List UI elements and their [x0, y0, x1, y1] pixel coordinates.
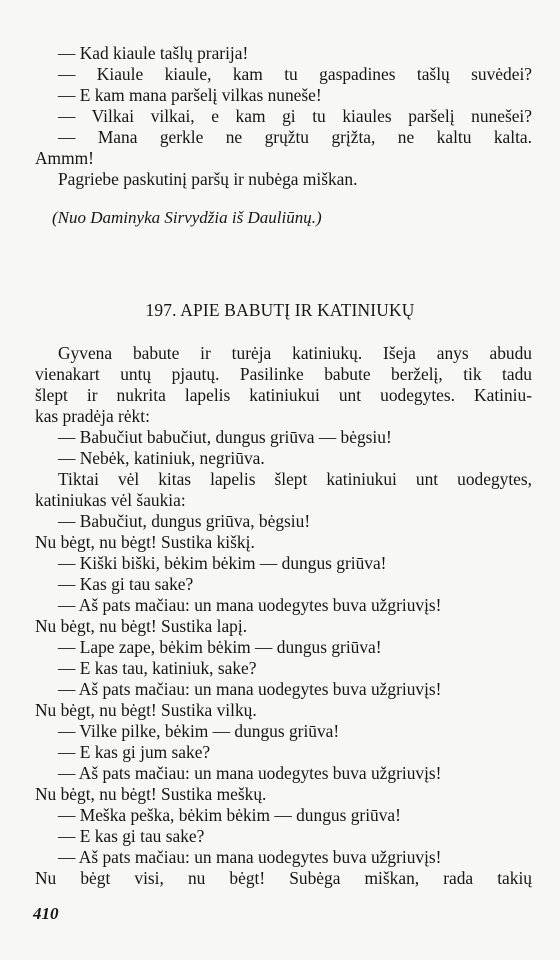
text-line: — E kas tau, katiniuk, sake?: [58, 658, 257, 678]
text-line: — Vilkai vilkai, e kam gi tu kiaules paršelį nunešei?: [58, 106, 532, 126]
text-line: — Meška peška, bėkim bėkim — dungus griūva!: [58, 805, 401, 825]
text-line: šlept ir nukrita lapelis katiniukui unt uodegytes. Katiniu-: [35, 385, 532, 405]
text-line: Tiktai vėl kitas lapelis šlept katiniukui unt uodegytes,: [58, 469, 532, 489]
text-line: — Babučiut, dungus griūva, bėgsiu!: [58, 511, 311, 531]
text-line: — Aš pats mačiau: un mana uodegytes buva užgriuvįs!: [58, 763, 442, 783]
text-line: — Kas gi tau sake?: [58, 574, 194, 594]
text-line: — Kiški biški, bėkim bėkim — dungus griūva!: [58, 553, 387, 573]
page-number: 410: [33, 904, 59, 923]
text-line: — Vilke pilke, bėkim — dungus griūva!: [58, 721, 340, 741]
text-line: — Lape zape, bėkim bėkim — dungus griūva!: [58, 637, 382, 657]
text-line: Gyvena babute ir turėja katiniukų. Išeja anys abudu: [58, 343, 532, 363]
text-line: kas pradėja rėkt:: [35, 406, 150, 426]
text-line: — Nebėk, katiniuk, negriūva.: [58, 448, 265, 468]
text-line: — Mana gerkle ne grųžtu grįžta, ne kaltu kalta.: [58, 127, 532, 147]
text-line: Ammm!: [35, 148, 94, 168]
text-line: Nu bėgt, nu bėgt! Sustika meškų.: [35, 784, 267, 804]
text-line: — E kas gi tau sake?: [58, 826, 205, 846]
text-line: Pagriebe paskutinį paršų ir nubėga miškan.: [58, 169, 358, 189]
text-line: — E kas gi jum sake?: [58, 742, 211, 762]
text-line: Nu bėgt visi, nu bėgt! Subėga miškan, rada takių: [35, 868, 532, 888]
tale-heading: 197. APIE BABUTĮ IR KATINIUKŲ: [145, 300, 415, 320]
text-line: Nu bėgt, nu bėgt! Sustika kiškį.: [35, 532, 255, 552]
text-line: Nu bėgt, nu bėgt! Sustika lapį.: [35, 616, 248, 636]
text-line: Nu bėgt, nu bėgt! Sustika vilkų.: [35, 700, 257, 720]
text-line: — Kiaule kiaule, kam tu gaspadines tašlų suvėdei?: [58, 64, 532, 84]
text-line: katiniukas vėl šaukia:: [35, 490, 186, 510]
text-line: — Babučiut babučiut, dungus griūva — bėgsiu!: [58, 427, 392, 447]
source-credit: (Nuo Daminyka Sirvydžia iš Dauliūnų.): [52, 208, 322, 227]
text-line: — Kad kiaule tašlų prarija!: [58, 43, 249, 63]
text-line: — Aš pats mačiau: un mana uodegytes buva užgriuvįs!: [58, 847, 442, 867]
text-line: — Aš pats mačiau: un mana uodegytes buva užgriuvįs!: [58, 679, 442, 699]
text-line: — E kam mana paršelį vilkas nuneše!: [58, 85, 322, 105]
text-line: vienakart untų pjautų. Pasilinke babute berželį, tik tadu: [35, 364, 532, 384]
text-line: — Aš pats mačiau: un mana uodegytes buva užgriuvįs!: [58, 595, 442, 615]
